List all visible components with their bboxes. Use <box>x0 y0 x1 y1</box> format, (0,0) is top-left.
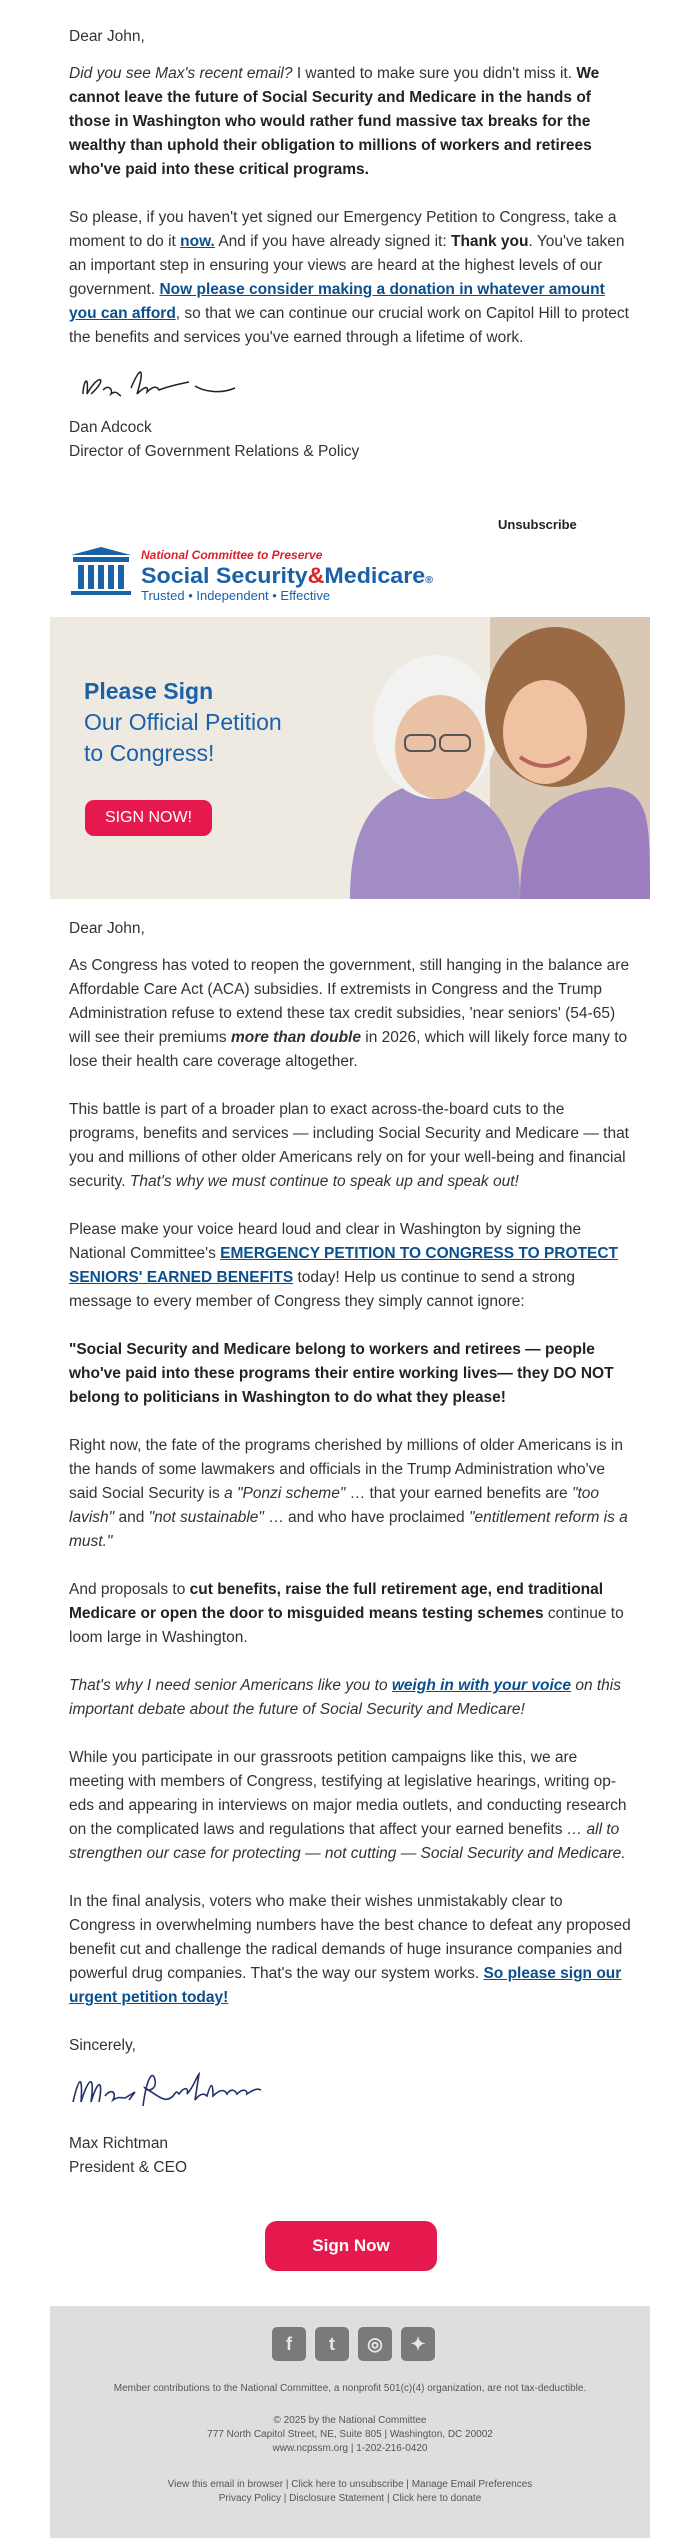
letter-intro <box>69 25 631 464</box>
greeting: Dear John, <box>69 28 145 45</box>
petition-banner[interactable] <box>50 617 650 899</box>
footer-links-row-2: Privacy Policy | Disclosure Statement | Click here to donate <box>218 2493 482 2504</box>
signer-name: Max Richtman <box>69 2135 169 2152</box>
instagram-icon[interactable]: ◎ <box>358 2327 392 2361</box>
weigh-in-link[interactable]: weigh in with your voice <box>391 1677 572 1694</box>
paragraph-final: In the final analysis, voters who make their wishes unmistakably clear to Congress in overwhelming numbers have the best chance to defeat any proposed benefit cut and challenge the radical demands of huge insurance companies and powerful drug companies. That's the way our system works. So please sign our urgent petition today! <box>69 1893 631 2006</box>
petition-quote: "Social Security and Medicare belong to workers and retirees — people who've paid into these programs their entire working lives— they DO NOT belong to politicians in Washington to do what they please! <box>69 1341 614 1406</box>
facebook-icon[interactable]: f <box>272 2327 306 2361</box>
petition-paragraph: So please, if you haven't yet signed our Emergency Petition to Congress, take a moment to do it now. And if you have already signed it: Thank you. You've taken an important step in ensuring your views are heard at the highest levels of our government. Now please consider making a donation in whatever amount you can afford, so that we can continue our crucial work on Capitol Hill to protect the benefits and services you've earned through a lifetime of work. <box>69 209 629 346</box>
paragraph-grassroots: While you participate in our grassroots petition campaigns like this, we are meeting with members of Congress, testifying at legislative hearings, writing op-eds and appearing in interviews on major media outlets, and conducting research on the complicated laws and regulations that affect your earned benefits … all to strengthen our case for protecting — not cutting — Social Security and Medicare. <box>69 1749 627 1862</box>
signature-max-richtman <box>69 2066 631 2116</box>
view-in-browser-link[interactable]: View this email in browser <box>167 2479 284 2490</box>
sign-now-button[interactable]: Sign Now <box>265 2221 437 2271</box>
copyright: © 2025 by the National Committee <box>273 2415 427 2426</box>
paragraph-petition: Please make your voice heard loud and clear in Washington by signing the National Committee's EMERGENCY PETITION TO CONGRESS TO PROTECT SENIORS' EARNED BENEFITS today! Help us continue to send a strong message to every member of Congress they simply cannot ignore: <box>69 1221 619 1310</box>
paragraph-fate: Right now, the fate of the programs cherished by millions of older Americans is in the hands of some lawmakers and officials in the Trump Administration who've said Social Security is a "Ponzi scheme" … that your earned benefits are "too lavish" and "not sustainable" … and who have proclaimed "entitlement reform is a must." <box>69 1437 628 1550</box>
donation-link[interactable]: Now please consider making a donation in whatever amount you can afford <box>69 281 605 322</box>
contact-info: www.ncpssm.org | 1-202-216-0420 <box>272 2443 428 2454</box>
signer-name: Dan Adcock <box>69 419 152 436</box>
footer-unsubscribe-link[interactable]: Click here to unsubscribe <box>291 2479 404 2490</box>
signer-title: Director of Government Relations & Policy <box>69 443 360 460</box>
tax-disclaimer: Member contributions to the National Committee, a nonprofit 501(c)(4) organization, are not tax-deductible. <box>113 2383 587 2394</box>
sign-now-link[interactable]: now. <box>180 233 215 250</box>
svg-text:National Committee to Preserve: National Committee to Preserve <box>141 548 323 562</box>
social-links <box>272 2327 435 2361</box>
greeting: Dear John, <box>69 920 145 937</box>
footer <box>50 2306 650 2538</box>
ncpssm-logo <box>71 545 451 605</box>
banner-headline: Please Sign Our Official Petition to Congress! <box>84 678 282 766</box>
donate-link[interactable]: Click here to donate <box>392 2493 482 2504</box>
signer-title: President & CEO <box>69 2159 188 2176</box>
paragraph-cuts: This battle is part of a broader plan to exact across-the-board cuts to the programs, benefits and services — including Social Security and Medicare — that you and millions of other older Americans rely on for your well-being and financial security. That's why we must continue to speak up and speak out! <box>69 1101 629 1190</box>
intro-paragraph: Did you see Max's recent email? I wanted to make sure you didn't miss it. We cannot leave the future of Social Security and Medicare in the hands of those in Washington who would rather fund massive tax breaks for the wealthy than uphold their obligation to millions of workers and retirees who've paid into these critical programs. <box>69 65 600 178</box>
letter-main <box>69 917 631 2180</box>
paragraph-proposals: And proposals to cut benefits, raise the full retirement age, end traditional Medicare or open the door to misguided means testing schemes continue to loom large in Washington. <box>69 1581 624 1646</box>
paragraph-aca: As Congress has voted to reopen the government, still hanging in the balance are Affordable Care Act (ACA) subsidies. If extremists in Congress and the Trump Administration refuse to extend these tax credit subsidies, 'near seniors' (54-65) will see their premiums more than double in 2026, which will likely force many to lose their health care coverage altogether. <box>69 957 630 1070</box>
manage-preferences-link[interactable]: Manage Email Preferences <box>411 2479 533 2490</box>
address: 777 North Capitol Street, NE, Suite 805 | Washington, DC 20002 <box>207 2429 493 2440</box>
footer-links-row-1: View this email in browser | Click here to unsubscribe | Manage Email Preferences <box>167 2479 533 2490</box>
signature-dan-adcock <box>69 364 631 408</box>
paragraph-voice: That's why I need senior Americans like you to weigh in with your voice on this important debate about the future of Social Security and Medicare! <box>69 1677 621 1718</box>
capitol-column-icon <box>71 545 451 605</box>
twitter-icon[interactable]: t <box>315 2327 349 2361</box>
banner-sign-now-button[interactable]: SIGN NOW! <box>85 800 212 836</box>
closing: Sincerely, <box>69 2037 136 2054</box>
sign-petition-link[interactable]: So please sign our urgent petition today! <box>69 1965 622 2006</box>
disclosure-statement-link[interactable]: Disclosure Statement <box>289 2493 385 2504</box>
svg-text:Social Security&Medicare®: Social Security &Medicare ® <box>141 563 433 588</box>
unsubscribe-link[interactable]: Unsubscribe <box>498 517 577 532</box>
svg-text:Trusted • Independent • Effect: Trusted • Independent • Effective <box>141 588 331 603</box>
bluesky-icon[interactable]: ✦ <box>401 2327 435 2361</box>
emergency-petition-link[interactable]: EMERGENCY PETITION TO CONGRESS TO PROTECT SENIORS' EARNED BENEFITS <box>69 1245 619 1286</box>
privacy-policy-link[interactable]: Privacy Policy <box>218 2493 281 2504</box>
